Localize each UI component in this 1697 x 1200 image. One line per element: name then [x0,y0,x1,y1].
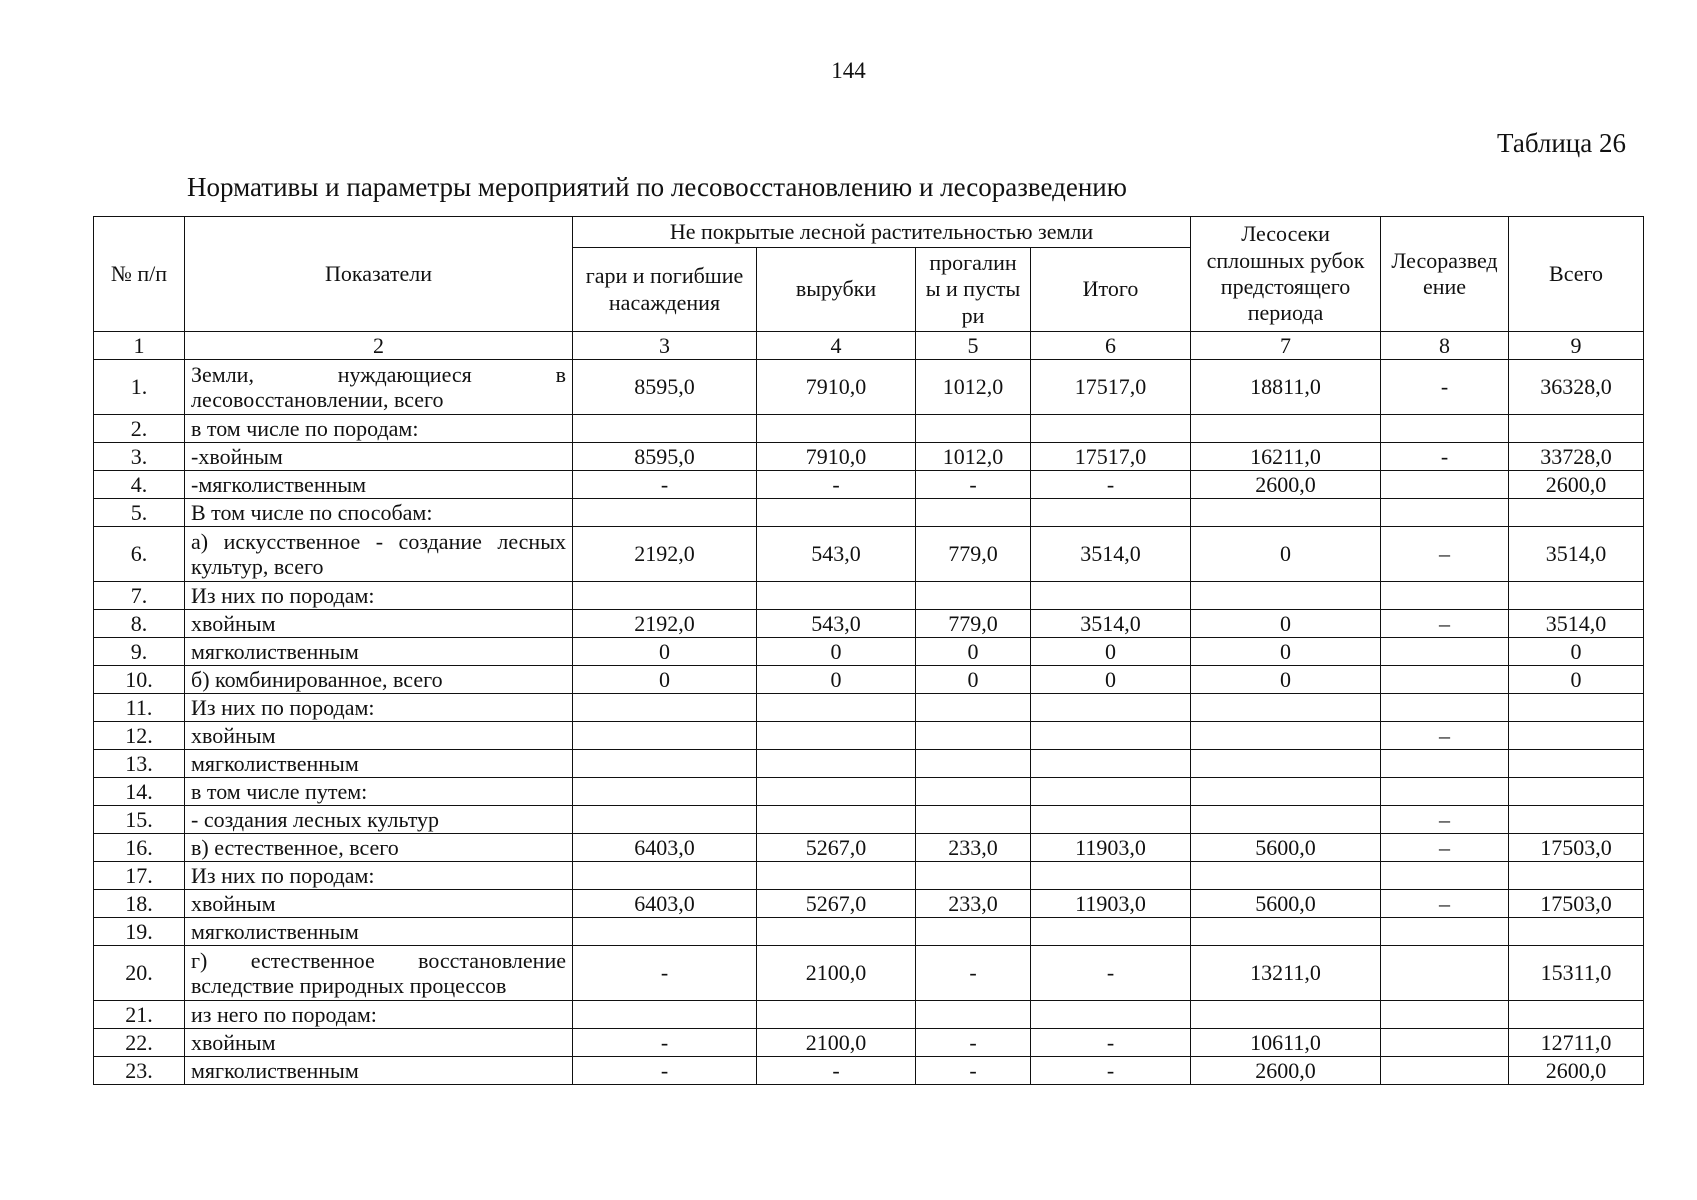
row-indicator: из него по породам: [185,1001,573,1029]
row-indicator: хвойным [185,1029,573,1057]
row-value: 0 [1191,610,1381,638]
column-number: 2 [185,332,573,360]
table-row [94,1001,1644,1029]
row-indicator: -мягколиственным [185,471,573,499]
column-number: 9 [1509,332,1644,360]
row-value: 233,0 [916,834,1031,862]
row-value: 18811,0 [1191,360,1381,415]
row-number: 17. [94,862,185,890]
row-value: 0 [1031,666,1191,694]
row-value: 0 [573,666,757,694]
row-value: - [757,1057,916,1085]
row-number: 5. [94,499,185,527]
row-value [1381,471,1509,499]
row-value [757,918,916,946]
column-number: 1 [94,332,185,360]
row-value [916,415,1031,443]
row-value [916,694,1031,722]
column-number: 8 [1381,332,1509,360]
row-value [1191,1001,1381,1029]
row-value [1191,778,1381,806]
row-value: 3514,0 [1031,610,1191,638]
standards-table [93,216,1644,1085]
table-row [94,1029,1644,1057]
row-value: 0 [1031,638,1191,666]
row-value: 0 [1509,666,1644,694]
row-value: 33728,0 [1509,443,1644,471]
row-value: - [1381,443,1509,471]
row-value [757,499,916,527]
row-value: 36328,0 [1509,360,1644,415]
row-indicator: в) естественное, всего [185,834,573,862]
row-value: 16211,0 [1191,443,1381,471]
table-row [94,638,1644,666]
table-row [94,778,1644,806]
row-value [1191,806,1381,834]
row-value [1031,750,1191,778]
row-value: 12711,0 [1509,1029,1644,1057]
row-value [1509,499,1644,527]
table-body [94,332,1644,1085]
row-value: – [1381,527,1509,582]
column-number: 4 [757,332,916,360]
row-value [1191,499,1381,527]
row-value: 1012,0 [916,443,1031,471]
page-number: 144 [831,58,866,83]
header-indicator: Показатели [185,217,573,332]
row-value: - [1031,946,1191,1001]
row-value: 2600,0 [1509,1057,1644,1085]
row-value: 0 [916,666,1031,694]
row-value: 7910,0 [757,443,916,471]
row-value [916,862,1031,890]
row-value [573,862,757,890]
row-value [1381,582,1509,610]
row-value: - [1031,471,1191,499]
row-number: 23. [94,1057,185,1085]
table-row [94,360,1644,415]
row-value [916,750,1031,778]
row-value [1031,694,1191,722]
header-glades: прогалины и пустыри [916,248,1031,332]
row-value [1191,862,1381,890]
row-value: 0 [757,666,916,694]
header-total: Всего [1509,217,1644,332]
row-number: 16. [94,834,185,862]
row-indicator: в том числе путем: [185,778,573,806]
row-number: 4. [94,471,185,499]
row-value: 5267,0 [757,834,916,862]
row-indicator: хвойным [185,890,573,918]
row-value [1031,722,1191,750]
row-number: 14. [94,778,185,806]
row-value [1031,415,1191,443]
row-value: - [573,946,757,1001]
row-value: 2600,0 [1191,471,1381,499]
row-value: – [1381,806,1509,834]
row-value [1381,415,1509,443]
row-value [1381,499,1509,527]
row-value [1381,1001,1509,1029]
header-nonforest-group: Не покрытые лесной растительностью земли [573,217,1191,248]
row-value [757,722,916,750]
table-row [94,694,1644,722]
row-value [1509,806,1644,834]
row-value [573,1001,757,1029]
row-value: 2192,0 [573,527,757,582]
row-value [1381,946,1509,1001]
row-value: 3514,0 [1509,527,1644,582]
row-value: - [757,471,916,499]
row-value: 0 [916,638,1031,666]
row-indicator: в том числе по породам: [185,415,573,443]
row-value [916,582,1031,610]
row-value: 5600,0 [1191,890,1381,918]
row-number: 18. [94,890,185,918]
row-number: 3. [94,443,185,471]
table-row [94,499,1644,527]
row-indicator: мягколиственным [185,918,573,946]
row-value: 6403,0 [573,834,757,862]
row-value: 2600,0 [1191,1057,1381,1085]
row-value [1031,778,1191,806]
row-value: 0 [757,638,916,666]
row-indicator: Из них по породам: [185,862,573,890]
table-row [94,918,1644,946]
row-value: - [573,1029,757,1057]
row-value [1191,582,1381,610]
table-row [94,722,1644,750]
row-value: 13211,0 [1191,946,1381,1001]
row-value [1381,778,1509,806]
row-value: 0 [1191,666,1381,694]
header-clearcut: Лесосеки сплошных рубок предстоящего периода [1191,217,1381,332]
row-value [1381,638,1509,666]
row-value: – [1381,722,1509,750]
row-value [1509,722,1644,750]
table-row [94,806,1644,834]
row-number: 19. [94,918,185,946]
row-value [1191,750,1381,778]
row-number: 2. [94,415,185,443]
row-value: 5267,0 [757,890,916,918]
header-subtotal: Итого [1031,248,1191,332]
row-value: 0 [1191,638,1381,666]
column-number-row [94,332,1644,360]
row-value [916,1001,1031,1029]
row-value [573,499,757,527]
row-value [1381,1057,1509,1085]
row-value [1509,918,1644,946]
row-value: - [916,471,1031,499]
row-value [573,582,757,610]
row-indicator: -хвойным [185,443,573,471]
row-value: 0 [1191,527,1381,582]
table-header [94,217,1644,332]
row-value [573,918,757,946]
row-value [1381,666,1509,694]
row-value [573,750,757,778]
row-value [757,694,916,722]
row-value [573,778,757,806]
row-value [1191,918,1381,946]
row-value [916,722,1031,750]
row-value: 8595,0 [573,360,757,415]
row-value: 2100,0 [757,946,916,1001]
row-value [757,415,916,443]
header-afforestation: Лесоразведение [1381,217,1509,332]
row-value: - [573,471,757,499]
row-value: 15311,0 [1509,946,1644,1001]
row-value [573,415,757,443]
table-row [94,527,1644,582]
row-value: 779,0 [916,610,1031,638]
table-row [94,890,1644,918]
row-value: 0 [1509,638,1644,666]
row-value [1031,582,1191,610]
row-value [1509,694,1644,722]
row-number: 21. [94,1001,185,1029]
row-number: 10. [94,666,185,694]
row-number: 22. [94,1029,185,1057]
row-value [916,499,1031,527]
row-value: 2600,0 [1509,471,1644,499]
row-value: – [1381,890,1509,918]
row-value: - [1031,1029,1191,1057]
row-value [1509,1001,1644,1029]
row-number: 11. [94,694,185,722]
row-value [1031,862,1191,890]
row-number: 12. [94,722,185,750]
row-value [757,750,916,778]
row-value [1509,415,1644,443]
row-indicator: Из них по породам: [185,694,573,722]
row-value [1509,862,1644,890]
row-value: 543,0 [757,527,916,582]
row-value [1381,918,1509,946]
row-value [1191,694,1381,722]
row-value: 17503,0 [1509,834,1644,862]
row-value [757,862,916,890]
row-value: 10611,0 [1191,1029,1381,1057]
row-value: - [916,1057,1031,1085]
table-row [94,1057,1644,1085]
column-number: 5 [916,332,1031,360]
column-number: 6 [1031,332,1191,360]
row-indicator: г) естественное восстановление вследствие природных процессов [185,946,573,1001]
row-value [916,918,1031,946]
row-value [1381,750,1509,778]
row-number: 13. [94,750,185,778]
row-value [916,806,1031,834]
row-indicator: В том числе по способам: [185,499,573,527]
row-indicator: мягколиственным [185,1057,573,1085]
row-value [1031,918,1191,946]
column-number: 7 [1191,332,1381,360]
row-number: 15. [94,806,185,834]
row-value [1381,1029,1509,1057]
table-row [94,862,1644,890]
row-number: 20. [94,946,185,1001]
header-number: № п/п [94,217,185,332]
row-value: 6403,0 [573,890,757,918]
row-value: 8595,0 [573,443,757,471]
table-row [94,834,1644,862]
row-value [1031,806,1191,834]
table-row [94,666,1644,694]
row-number: 9. [94,638,185,666]
row-value: 17503,0 [1509,890,1644,918]
row-value [757,806,916,834]
row-indicator: Земли, нуждающиеся в лесовосстановлении, всего [185,360,573,415]
row-value: – [1381,834,1509,862]
row-value: – [1381,610,1509,638]
row-value: 11903,0 [1031,890,1191,918]
row-number: 8. [94,610,185,638]
row-value: 0 [573,638,757,666]
row-value: 7910,0 [757,360,916,415]
row-value [1381,694,1509,722]
row-value: 2192,0 [573,610,757,638]
row-value [757,778,916,806]
row-value: 5600,0 [1191,834,1381,862]
row-number: 6. [94,527,185,582]
table-row [94,471,1644,499]
row-value: 11903,0 [1031,834,1191,862]
row-value [1509,582,1644,610]
row-value [573,722,757,750]
row-value [573,694,757,722]
table-row [94,415,1644,443]
row-indicator: мягколиственным [185,638,573,666]
row-value: - [916,1029,1031,1057]
row-number: 7. [94,582,185,610]
table-row [94,610,1644,638]
row-value [1191,415,1381,443]
row-value: 3514,0 [1509,610,1644,638]
row-value [573,806,757,834]
row-value: 17517,0 [1031,360,1191,415]
row-indicator: мягколиственным [185,750,573,778]
header-burned: гари и погибшие насаждения [573,248,757,332]
table-label: Таблица 26 [1497,128,1626,158]
row-value [1509,778,1644,806]
row-value [1509,750,1644,778]
row-value: 779,0 [916,527,1031,582]
row-value: 2100,0 [757,1029,916,1057]
table-row [94,946,1644,1001]
row-indicator: а) искусственное - создание лесных культур, всего [185,527,573,582]
row-value: 3514,0 [1031,527,1191,582]
row-indicator: б) комбинированное, всего [185,666,573,694]
row-value: 543,0 [757,610,916,638]
table-row [94,443,1644,471]
row-value [1031,499,1191,527]
row-value: - [573,1057,757,1085]
row-value [757,1001,916,1029]
row-value: - [916,946,1031,1001]
row-value: 17517,0 [1031,443,1191,471]
row-indicator: - создания лесных культур [185,806,573,834]
row-value [1031,1001,1191,1029]
table-row [94,750,1644,778]
row-value: - [1031,1057,1191,1085]
column-number: 3 [573,332,757,360]
row-number: 1. [94,360,185,415]
row-value [916,778,1031,806]
row-value [1381,862,1509,890]
row-indicator: хвойным [185,610,573,638]
row-value: 1012,0 [916,360,1031,415]
header-cuttings: вырубки [757,248,916,332]
row-value [1191,722,1381,750]
row-indicator: хвойным [185,722,573,750]
row-value: - [1381,360,1509,415]
row-value: 233,0 [916,890,1031,918]
row-value [757,582,916,610]
table-title: Нормативы и параметры мероприятий по лесовосстановлению и лесоразведению [187,172,1127,202]
row-indicator: Из них по породам: [185,582,573,610]
table-row [94,582,1644,610]
